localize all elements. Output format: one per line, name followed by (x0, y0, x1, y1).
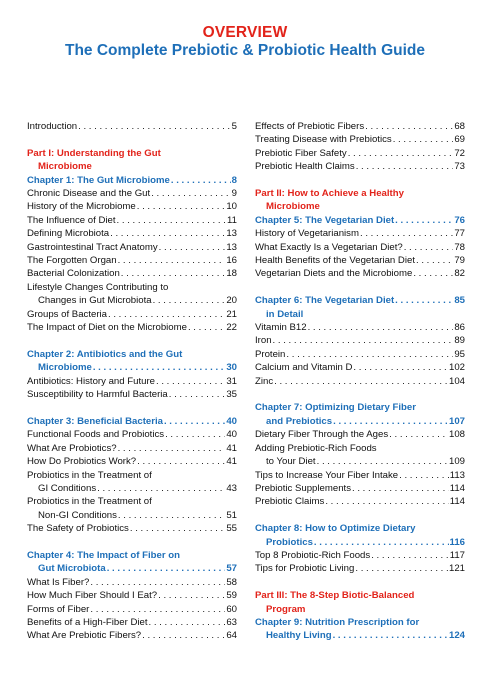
chapter-title: Healthy Living (266, 630, 332, 642)
toc-entry-title: Bacterial Colonization (27, 268, 120, 280)
toc-entry-page: 69 (454, 134, 465, 146)
chapter-3-items (27, 428, 237, 468)
toc-entry-page: 108 (448, 429, 465, 441)
toc-entry-title: Susceptibility to Harmful Bacteria (27, 389, 168, 401)
toc-entry-page: 11 (227, 214, 237, 226)
toc-entry[interactable] (27, 267, 237, 280)
chapter-heading[interactable] (27, 174, 237, 187)
toc-entry-page: 31 (226, 375, 237, 387)
toc-entry[interactable] (27, 589, 237, 602)
chapter-heading-cont[interactable] (255, 536, 465, 549)
toc-entry-multiline[interactable]: Probiotics in the Treatment of (27, 496, 152, 508)
toc-entry[interactable] (255, 375, 465, 388)
chapter-heading-cont[interactable] (255, 415, 465, 428)
toc-entry-page: 20 (226, 295, 237, 307)
toc-entry[interactable] (27, 254, 237, 267)
toc-entry-title: Tips to Increase Your Fiber Intake (255, 469, 399, 481)
toc-entry-title: Prebiotic Supplements (255, 482, 351, 494)
toc-entry[interactable] (255, 241, 465, 254)
toc-entry-title: Non-GI Conditions (38, 509, 117, 521)
chapter-heading-cont[interactable] (27, 361, 237, 374)
toc-entry-title: Defining Microbiota (27, 228, 110, 240)
part-heading[interactable]: Part III: The 8-Step Biotic-Balanced (255, 590, 415, 602)
toc-entry-title: Antibiotics: History and Future (27, 375, 155, 387)
toc-entry-title: Groups of Bacteria (27, 308, 107, 320)
chapter-page: 107 (448, 415, 465, 427)
toc-entry[interactable] (27, 241, 237, 254)
toc-entry[interactable] (27, 442, 237, 455)
chapter-2-items (27, 375, 237, 402)
toc-entry-page: 95 (454, 348, 465, 360)
toc-entry-page: 86 (454, 322, 465, 334)
toc-entry[interactable] (27, 200, 237, 213)
toc-entry-title: How Much Fiber Should I Eat? (27, 590, 158, 602)
toc-entry-title: Chronic Disease and the Gut (27, 188, 151, 200)
toc-entry-title: Effects of Prebiotic Fibers (255, 121, 365, 132)
toc-entry[interactable] (27, 509, 237, 522)
toc-entry-title: Vitamin B12 (255, 322, 307, 334)
part-heading-cont: Microbiome (266, 201, 320, 213)
toc-entry[interactable] (27, 576, 237, 589)
toc-right-column (255, 120, 465, 643)
toc-entry-title: Iron (255, 335, 272, 347)
toc-entry-page: 104 (448, 375, 465, 387)
toc-entry-title: Calcium and Vitamin D (255, 362, 353, 374)
toc-entry[interactable] (27, 616, 237, 629)
toc-entry-page: 18 (226, 268, 237, 280)
toc-entry-page: 63 (226, 616, 237, 628)
toc-entry-title: History of the Microbiome (27, 201, 136, 213)
chapter-title: Chapter 5: The Vegetarian Diet (255, 214, 395, 226)
guide-title: The Complete Prebiotic & Probiotic Health Guide (65, 42, 425, 59)
toc-entry-page: 41 (226, 442, 237, 454)
chapter-heading[interactable] (27, 415, 237, 428)
toc-entry[interactable] (27, 214, 237, 227)
chapter-page: 8 (231, 174, 237, 186)
toc-entry[interactable] (255, 455, 465, 468)
toc-entry-title: Changes in Gut Microbiota (38, 295, 152, 307)
chapter-page: 124 (448, 630, 465, 642)
toc-entry-page: 82 (454, 268, 465, 280)
toc-entry[interactable] (255, 133, 465, 146)
toc-entry-page: 13 (226, 228, 237, 240)
toc-entry[interactable] (255, 254, 465, 267)
toc-entry-title: Tips for Probiotic Living (255, 563, 355, 575)
chapter-5-items (255, 227, 465, 281)
chapter-page: 30 (226, 362, 237, 374)
chapter-title: Gut Microbiota (38, 563, 106, 575)
toc-entry-title: The Impact of Diet on the Microbiome (27, 322, 187, 334)
toc-entry[interactable] (27, 428, 237, 441)
part-heading[interactable]: Part I: Understanding the Gut (27, 147, 161, 159)
chapter-title: Chapter 6: The Vegetarian Diet (255, 295, 395, 307)
toc-entry-page: 117 (449, 549, 465, 561)
toc-entry[interactable] (27, 321, 237, 334)
chapter-page: 116 (449, 536, 465, 548)
toc-entry-page: 114 (449, 496, 465, 508)
toc-entry[interactable] (255, 495, 465, 508)
toc-entry[interactable] (27, 522, 237, 535)
toc-entry-page: 73 (454, 161, 465, 173)
toc-entry-page: 41 (226, 456, 237, 468)
toc-entry-title: What Are Probiotics? (27, 442, 117, 454)
chapter-heading-cont[interactable] (27, 562, 237, 575)
toc-entry-title: What Are Prebiotic Fibers? (27, 630, 142, 642)
chapter-heading[interactable] (255, 294, 465, 307)
toc-entry[interactable] (27, 294, 237, 307)
toc-entry-page: 89 (454, 335, 465, 347)
toc-entry[interactable] (255, 562, 465, 575)
toc-entry[interactable] (27, 227, 237, 240)
chapter-page: 76 (454, 214, 465, 226)
part-heading-cont: Microbiome (38, 161, 92, 173)
toc-entry-page: 114 (449, 482, 465, 494)
toc-entry[interactable] (27, 603, 237, 616)
toc-entry-title: Prebiotic Fiber Safety (255, 147, 347, 159)
toc-entry-multiline[interactable]: Lifestyle Changes Contributing to (27, 281, 169, 293)
toc-entry-title: The Influence of Diet (27, 214, 116, 226)
toc-entry-title: Prebiotic Claims (255, 496, 325, 508)
toc-entry[interactable] (255, 348, 465, 361)
toc-entry[interactable] (255, 120, 465, 133)
part-heading-cont: Program (266, 603, 306, 615)
toc-entry-title: Dietary Fiber Through the Ages (255, 429, 389, 441)
chapter-1-items (27, 187, 237, 281)
toc-entry[interactable] (255, 428, 465, 441)
toc-entry-title: History of Vegetarianism (255, 228, 359, 240)
toc-entry[interactable] (255, 482, 465, 495)
toc-entry-title: GI Conditions (38, 482, 97, 494)
toc-entry-page: 68 (454, 121, 465, 132)
toc-entry[interactable] (27, 455, 237, 468)
toc-entry-page: 79 (454, 255, 465, 267)
chapter-title: Chapter 3: Beneficial Bacteria (27, 415, 163, 427)
toc-entry-page: 109 (448, 456, 465, 468)
toc-entry-page: 72 (454, 147, 465, 159)
overview-heading: OVERVIEW (202, 24, 288, 41)
toc-entry-title: Benefits of a High-Fiber Diet (27, 616, 148, 628)
toc-entry-page: 51 (226, 509, 237, 521)
toc-entry[interactable] (255, 361, 465, 374)
toc-entry[interactable] (255, 147, 465, 160)
chapter-heading[interactable]: Chapter 2: Antibiotics and the Gut (27, 348, 183, 360)
toc-entry[interactable] (27, 187, 237, 200)
toc-entry[interactable] (255, 549, 465, 562)
toc-entry-page: 9 (231, 188, 237, 200)
chapter-heading[interactable]: Chapter 7: Optimizing Dietary Fiber (255, 402, 416, 414)
toc-entry-page: 21 (226, 308, 237, 320)
toc-entry-title: to Your Diet (266, 456, 316, 468)
toc-entry-page: 121 (448, 563, 465, 575)
chapter-heading[interactable]: Chapter 8: How to Optimize Dietary (255, 523, 416, 535)
toc-entry-page: 55 (226, 523, 237, 535)
toc-entry-page: 35 (226, 389, 237, 401)
chapter-heading[interactable]: Chapter 9: Nutrition Prescription for (255, 616, 420, 628)
toc-entry[interactable] (27, 629, 237, 642)
toc-entry[interactable] (255, 267, 465, 280)
toc-entry-page: 22 (226, 322, 237, 334)
chapter-6-items (255, 321, 465, 388)
toc-entry-title: The Safety of Probiotics (27, 523, 129, 535)
toc-entry-page: 40 (226, 429, 237, 441)
toc-entry-title: Functional Foods and Probiotics (27, 429, 165, 441)
toc-entry[interactable] (27, 120, 237, 133)
toc-entry-page: 13 (226, 241, 237, 253)
toc-entry-title: Vegetarian Diets and the Microbiome (255, 268, 413, 280)
toc-entry[interactable] (27, 375, 237, 388)
chapter-4-items-cont (255, 120, 465, 174)
toc-entry[interactable] (255, 321, 465, 334)
chapter-title: Probiotics (266, 536, 313, 548)
toc-entry[interactable] (255, 160, 465, 173)
toc-entry-page: 16 (226, 255, 237, 267)
toc-entry-title: What Exactly Is a Vegetarian Diet? (255, 241, 403, 253)
toc-entry[interactable] (27, 308, 237, 321)
toc-entry-page: 5 (231, 121, 237, 132)
chapter-page: 40 (226, 415, 237, 427)
toc-entry[interactable] (27, 482, 237, 495)
toc-entry-page: 113 (449, 469, 465, 481)
toc-entry-title: Health Benefits of the Vegetarian Diet (255, 255, 415, 267)
chapter-heading-cont: in Detail (266, 308, 304, 320)
toc-entry[interactable] (27, 388, 237, 401)
toc-entry[interactable] (255, 334, 465, 347)
chapter-4-items (27, 576, 237, 643)
chapter-title: Chapter 1: The Gut Microbiome (27, 174, 170, 186)
toc-entry-page: 10 (226, 201, 237, 213)
toc-entry-title: Top 8 Probiotic-Rich Foods (255, 549, 371, 561)
toc-entry-title: Protein (255, 348, 286, 360)
chapter-7-items (255, 469, 465, 509)
chapter-8-items (255, 549, 465, 576)
toc-entry-page: 60 (226, 603, 237, 615)
chapter-page: 57 (226, 563, 237, 575)
chapter-heading[interactable]: Chapter 4: The Impact of Fiber on (27, 549, 180, 561)
chapter-heading-cont[interactable] (255, 629, 465, 642)
toc-entry-title: Gastrointestinal Tract Anatomy (27, 241, 158, 253)
toc-entry-page: 59 (226, 590, 237, 602)
toc-entry-title: How Do Probiotics Work? (27, 456, 137, 468)
toc-entry-title: Forms of Fiber (27, 603, 90, 615)
chapter-title: and Prebiotics (266, 415, 333, 427)
toc-entry-title: Treating Disease with Prebiotics (255, 134, 392, 146)
toc-entry[interactable] (255, 469, 465, 482)
toc-entry-title: Prebiotic Health Claims (255, 161, 355, 173)
toc-entry-title: Zinc (255, 375, 274, 387)
chapter-page: 85 (454, 295, 465, 307)
toc-entry-page: 64 (226, 630, 237, 642)
toc-left-column (27, 120, 237, 643)
chapter-1-items-cont (27, 308, 237, 335)
toc-entry[interactable] (255, 227, 465, 240)
chapter-heading[interactable] (255, 214, 465, 227)
toc-entry-title: What Is Fiber? (27, 576, 90, 588)
toc-entry-page: 78 (454, 241, 465, 253)
toc-entry-multiline[interactable]: Adding Prebiotic-Rich Foods (255, 442, 377, 454)
toc-entry-page: 77 (454, 228, 465, 240)
toc-entry-title: Introduction (27, 121, 78, 132)
toc-entry-multiline[interactable]: Probiotics in the Treatment of (27, 469, 152, 481)
toc-entry-page: 43 (226, 482, 237, 494)
toc-entry-page: 58 (226, 576, 237, 588)
chapter-title: Microbiome (38, 362, 92, 374)
toc-entry-page: 102 (448, 362, 465, 374)
part-heading[interactable]: Part II: How to Achieve a Healthy (255, 188, 404, 200)
toc-entry-title: The Forgotten Organ (27, 255, 117, 267)
